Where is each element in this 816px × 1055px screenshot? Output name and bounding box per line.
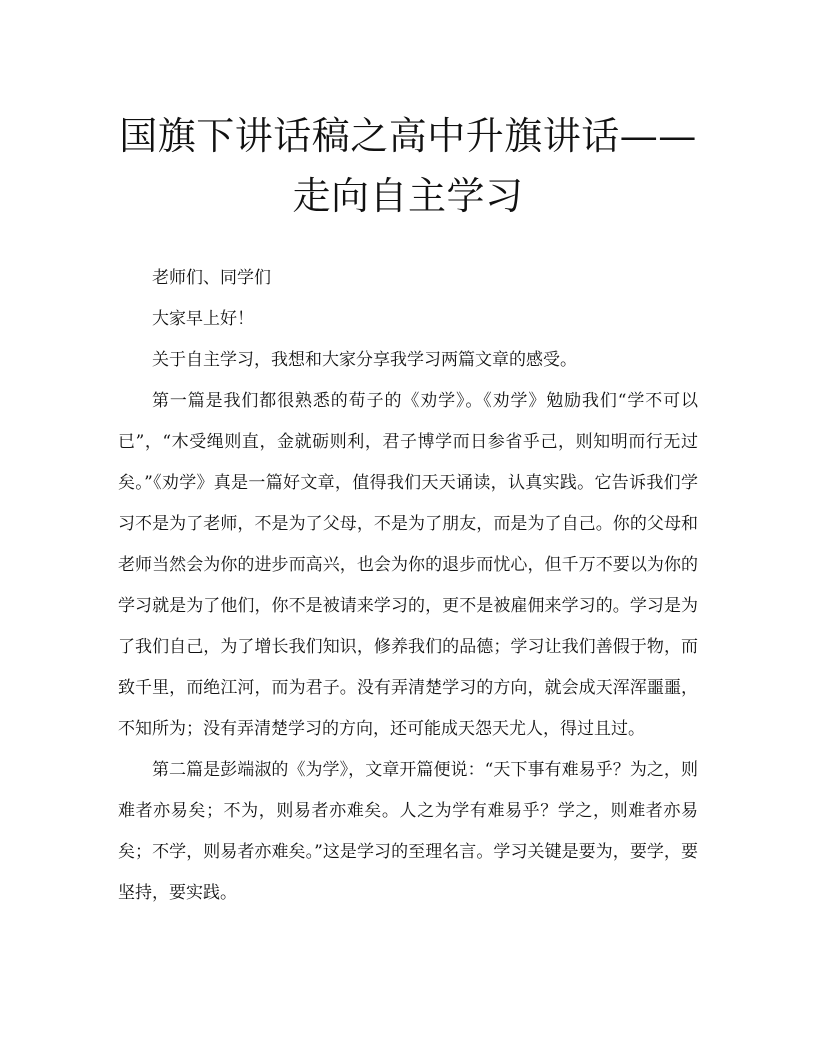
salutation-line: 老师们、同学们: [152, 268, 271, 288]
document-title: 国旗下讲话稿之高中升旗讲话——走向自主学习: [119, 114, 697, 218]
first-article-paragraph: 第一篇是我们都很熟悉的荀子的《劝学》。《劝学》勉励我们“学不可以已”，“木受绳则直，金就砺则利，君子博学而日参省乎己，则知明而行无过矣。”《劝学》真是一篇好文章，值得我们天天诵读，认真实践。它告诉我们学习不是为了老师，不是为了父母，不是为了朋友，而是为了自己。你的父母和老师当然会为你的进步而高兴，也会为你的退步而忧心，但千万不要以为你的学习就是为了他们，你不是被请来学习的，更不是被雇佣来学习的。学习是为了我们自己，为了增长我们知识，修养我们的品德；学习让我们善假于物，而致千里，而绝江河，而为君子。没有弄清楚学习的方向，就会成天浑浑噩噩，不知所为；没有弄清楚学习的方向，还可能成天怨天尤人，得过且过。: [118, 391, 698, 739]
second-article-paragraph: 第二篇是彭端淑的《为学》，文章开篇便说：“天下事有难易乎？为之，则难者亦易矣；不为，则易者亦难矣。人之为学有难易乎？学之，则难者亦易矣；不学，则易者亦难矣。”这是学习的至理名言。学习关键是要为，要学，要坚持，要实践。: [118, 760, 698, 903]
greeting-line: 大家早上好！: [152, 309, 254, 329]
intro-paragraph: 关于自主学习，我想和大家分享我学习两篇文章的感受。: [152, 350, 577, 370]
document-body: [118, 258, 698, 914]
